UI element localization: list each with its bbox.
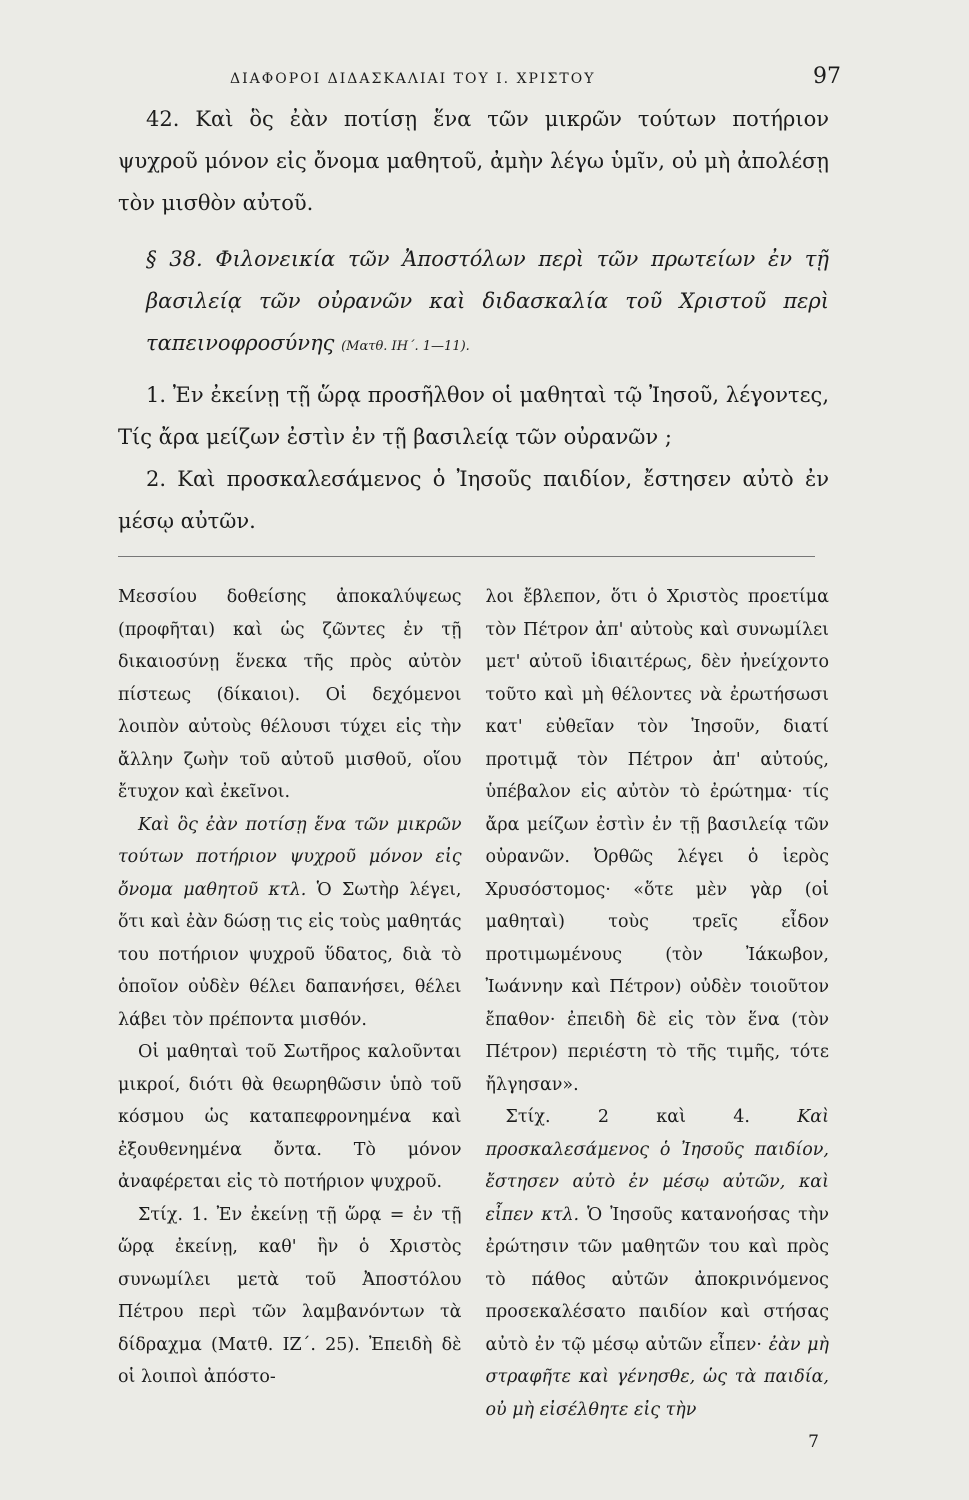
section-heading <box>118 238 829 368</box>
signature-mark: 7 <box>808 1432 819 1452</box>
main-text <box>118 98 829 542</box>
left-paragraph-2 <box>118 809 462 1037</box>
right-paragraph-2-lead: Στίχ. 2 καὶ 4. <box>505 1107 798 1127</box>
running-title: ΔΙΑΦΟΡΟΙ ΔΙΔΑΣΚΑΛΙΑΙ ΤΟΥ Ι. ΧΡΙΣΤΟΥ <box>230 71 596 87</box>
left-paragraph-2-text: Ὁ Σωτὴρ λέγει, ὅτι καὶ ἐὰν δώσῃ τις εἰς τοὺς μαθητάς του ποτήριον ψυχροῦ ὕδατος, διὰ τὸ ὁποῖον οὐδὲν θέλει δαπανήσει, θέλει λάβει τὸν πρέποντα μισθόν. <box>118 879 462 1030</box>
left-quote: Καὶ ὃς ἐὰν ποτίσῃ ἕνα τῶν μικρῶν τούτων ποτήριον ψυχροῦ μόνον εἰς ὄνομα μαθητοῦ κτλ. <box>118 814 462 900</box>
section-reference: (Ματθ. ΙΗ΄. 1—11). <box>341 339 470 354</box>
verse-1: 1. Ἐν ἐκείνῃ τῇ ὥρᾳ προσῆλθον οἱ μαθηταὶ τῷ Ἰησοῦ, λέγοντες, Τίς ἄρα μείζων ἐστὶν ἐν τῇ βασιλείᾳ τῶν οὐρανῶν ; <box>118 383 829 449</box>
left-paragraph-1: Μεσσίου δοθείσης ἀποκαλύψεως (προφῆται) καὶ ὡς ζῶντες ἐν τῇ δικαιοσύνῃ ἕνεκα τῆς πρὸς αὐτὸν πίστεως (δίκαιοι). Οἱ δεχόμενοι λοιπὸν αὐτοὺς θέλουσι τύχει εἰς τὴν ἄλλην ζωὴν τοῦ αὐτοῦ μισθοῦ, οἵου ἔτυχον καὶ ἐκεῖνοι. <box>118 587 462 802</box>
right-paragraph-2 <box>486 1101 830 1426</box>
verse-2: 2. Καὶ προσκαλεσάμενος ὁ Ἰησοῦς παιδίον, ἔστησεν αὐτὸ ἐν μέσῳ αὐτῶν. <box>118 467 829 533</box>
right-paragraph-2-text: Ὁ Ἰησοῦς κατανοήσας τὴν ἐρώτησιν τῶν μαθητῶν του καὶ πρὸς τὸ πάθος αὐτῶν ἀποκρινόμενος προσεκαλέσατο παιδίον καὶ στήσας αὐτὸ ἐν τῷ μέσῳ αὐτῶν εἶπεν· <box>485 1204 829 1355</box>
left-paragraph-3: Οἱ μαθηταὶ τοῦ Σωτῆρος καλοῦνται μικροί, διότι θὰ θεωρηθῶσιν ὑπὸ τοῦ κόσμου ὡς καταπεφρονημένα καὶ ἐξουθενημένα ὄντα. Τὸ μόνον ἀναφέρεται εἰς τὸ ποτήριον ψυχροῦ. <box>118 1042 462 1192</box>
page-number: 97 <box>813 64 841 89</box>
section-title: § 38. Φιλονεικία τῶν Ἀποστόλων περὶ τῶν πρωτείων ἐν τῇ βασιλείᾳ τῶν οὐρανῶν καὶ διδασκαλία τοῦ Χριστοῦ περὶ ταπεινοφροσύνης <box>146 247 829 355</box>
divider <box>118 556 815 557</box>
left-paragraph-4: Στίχ. 1. Ἐν ἐκείνῃ τῇ ὥρᾳ = ἐν τῇ ὥρᾳ ἐκείνῃ, καθ' ἣν ὁ Χριστὸς συνωμίλει μετὰ τοῦ Ἀποστόλου Πέτρου περὶ τῶν λαμβανόντων τὰ δίδραχμα (Ματθ. ΙΖ΄. 25). Ἐπειδὴ δὲ οἱ λοιποὶ ἀπόστο- <box>118 1204 462 1387</box>
right-quote: Καὶ προσκαλεσάμενος ὁ Ἰησοῦς παιδίον, ἔστησεν αὐτὸ ἐν μέσῳ αὐτῶν, καὶ εἶπεν κτλ. <box>485 1107 829 1225</box>
right-paragraph-1: λοι ἔβλεπον, ὅτι ὁ Χριστὸς προετίμα τὸν Πέτρον ἀπ' αὐτοὺς καὶ συνωμίλει μετ' αὐτοῦ ἰδιαιτέρως, δὲν ἠνείχοντο τοῦτο καὶ μὴ θέλοντες νὰ ἐρωτήσωσι κατ' εὐθεῖαν τὸν Ἰησοῦν, διατί προτιμᾷ τὸν Πέτρον ἀπ' αὐτούς, ὑπέβαλον εἰς αὐτὸν τὸ ἐρώτημα· τίς ἄρα μείζων ἐστὶν ἐν τῇ βασιλείᾳ τῶν οὐρανῶν. Ὀρθῶς λέγει ὁ ἱερὸς Χρυσόστομος· «ὅτε μὲν γὰρ (οἱ μαθηταὶ) τοὺς τρεῖς εἶδον προτιμωμένους (τὸν Ἰάκωβον, Ἰωάννην καὶ Πέτρον) οὐδὲν τοιοῦτον ἔπαθον· ἐπειδὴ δὲ εἰς τὸν ἕνα (τὸν Πέτρον) περιέστη τὸ τῆς τιμῆς, τότε ἤλγησαν». <box>485 587 829 1095</box>
verse-42: 42. Καὶ ὃς ἐὰν ποτίσῃ ἕνα τῶν μικρῶν τούτων ποτήριον ψυχροῦ μόνον εἰς ὄνομα μαθητοῦ, ἀμὴν λέγω ὑμῖν, οὐ μὴ ἀπολέσῃ τὸν μισθὸν αὐτοῦ. <box>118 107 829 215</box>
commentary-right-column <box>486 581 830 1426</box>
right-quote-2: ἐὰν μὴ στραφῆτε καὶ γένησθε, ὡς τὰ παιδία, οὐ μὴ εἰσέλθητε εἰς τὴν <box>485 1334 829 1420</box>
commentary <box>118 581 829 1426</box>
commentary-left-column <box>118 581 462 1426</box>
page-header <box>118 64 841 98</box>
